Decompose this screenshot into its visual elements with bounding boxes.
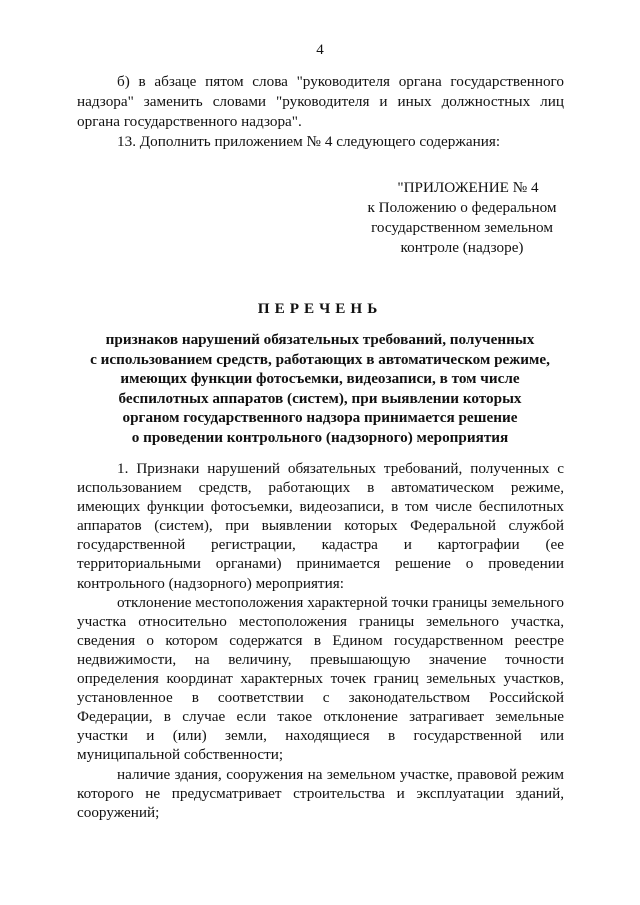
intro-section [77, 72, 564, 152]
appendix-line-1: "ПРИЛОЖЕНИЕ № 4 [397, 179, 539, 196]
document-title: ПЕРЕЧЕНЬ [257, 300, 383, 317]
subtitle-line: с использованием средств, работающих в автоматическом режиме, [90, 350, 550, 368]
document-subtitle [60, 330, 580, 448]
appendix-line-4: контроле (надзоре) [400, 239, 524, 256]
item-1: 1. Признаки нарушений обязательных требований, полученных с использованием средств, работающих в автоматическом режиме, имеющих функции фотосъемки, видеозаписи, в том числе беспилотных аппаратов (систем), при выявлении которых Федеральной службой государственной регистрации, кадастра и картографии (ее территориальными органами) принимается решение о проведении контрольного (надзорного) мероприятия: [77, 460, 564, 592]
appendix-line-3: государственном земельном [371, 219, 553, 236]
item-1-building: наличие здания, сооружения на земельном участке, правовой режим которого не предусматривает строительства и эксплуатации зданий, сооружений; [77, 765, 564, 821]
subtitle-line: имеющих функции фотосъемки, видеозаписи, в том числе [120, 370, 520, 388]
main-body [77, 459, 564, 822]
subtitle-line: органом государственного надзора принимается решение [122, 409, 518, 427]
item-1-deviation: отклонение местоположения характерной точки границы земельного участка относительно местоположения границы земельного участка, сведения о котором содержатся в Едином государственном реестре недвижимости, на величину, превышающую значение точности определения координат характерных точек границ земельных участков, установленное в соответствии с законодательством Российской Федерации, в случае если такое отклонение затрагивает земельные участки и (или) земли, находящиеся в государственной или муниципальной собственности; [77, 593, 564, 764]
page-number: 4 [316, 42, 324, 58]
paragraph-b: б) в абзаце пятом слова "руководителя органа государственного надзора" заменить словами "руководителя и иных должностных лиц органа государственного надзора". [77, 73, 564, 130]
paragraph-13: 13. Дополнить приложением № 4 следующего содержания: [117, 133, 501, 150]
appendix-line-2: к Положению о федеральном [367, 199, 557, 216]
subtitle-line: беспилотных аппаратов (систем), при выявлении которых [118, 389, 522, 407]
subtitle-line: о проведении контрольного (надзорного) мероприятия [131, 428, 509, 446]
subtitle-line: признаков нарушений обязательных требований, полученных [105, 331, 535, 348]
appendix-header [352, 178, 572, 258]
